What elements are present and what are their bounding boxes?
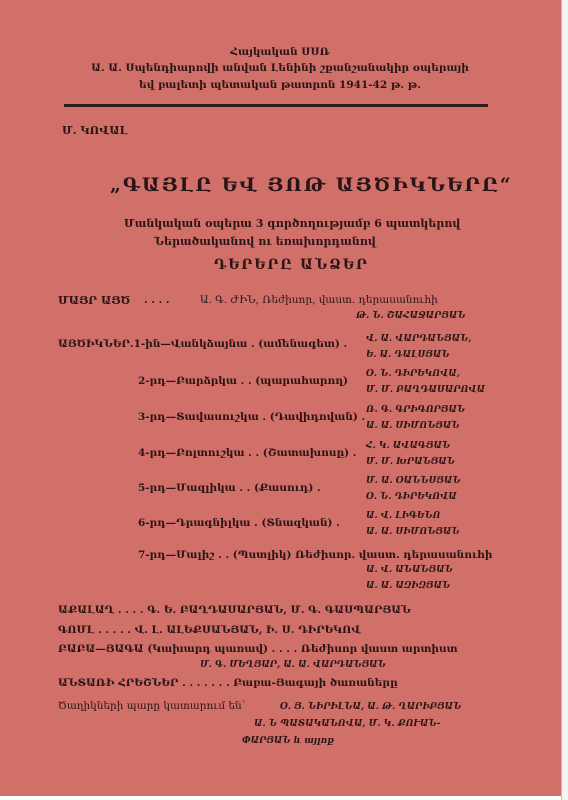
actor-mother-2: Թ. Ն. ՇԱՀԱՋԱՐՅԱՆ [356,311,466,321]
header-line-2: Ա. Ա. Սպենդիարովի անվան Լենինի շքանշանակիր օպերայի [91,62,469,74]
role-kid-1: ԱՅԾԻԿՆԵՐ.1-ին—Վանկձայնա . (ամենագետ) . [58,338,348,350]
header-line-3: եվ բալետի պետական թատրոն 1941-42 թ. թ. [139,79,421,91]
actor-kid-5a: Մ. Ա. ՕԱՆՆՍՅԱՆ [366,476,461,486]
role-kid-3: 3-րդ—Տավասուշկա . (Դավիդովան) . [138,411,366,423]
actor-kid-2b: Մ. Մ. ԲԱՂԴԱՍԱՐՈՎԱ [366,385,486,395]
opera-title: „ԳԱՅԼԸ ԵՎ ՅՈԹ ԱՅԾԻԿՆԵՐԸ“ [110,174,513,196]
subtitle-2: Ներածականով ու եռախորդանով [154,235,376,248]
role-mother: ՄԱՅՐ ԱՅԾ [58,294,131,307]
page-edge [561,0,568,800]
role-kid-7: 7-րդ—Մալիշ . . (Պստլիկ) Ռեժիսոր. վաստ. դերասանուհի [138,549,493,561]
actor-kid-5b: Օ. Ն. ԴԻՐԵԿՈՎԱ [366,492,457,502]
role-mother-dots: . . . . [144,294,170,306]
actor-kid-4b: Մ. Մ. ԽՐԱՆՅԱՆ [366,457,455,467]
actor-kid-1a: Վ. Ա. ՎԱՐԴԱՆՅԱՆ, [366,334,472,344]
composer: Մ. ԿՈՎԱԼ [62,124,128,137]
role-goat: ԳՈՄԼ . . . . . Վ. Լ. ԱԼԵՔՍԱՆՅԱՆ, Ի. Ս. ԴԻՐԵԿՈՎ [58,624,361,636]
dance-performers-3: ՓԱՐՅԱՆ և այլոք [242,736,334,746]
actor-kid-7a: Ա. Վ. ԱՆԱՆՅԱՆ [366,565,453,575]
role-forest-monsters: ԱՆՏԱՌԻ ՀՐԵՇՆԵՐ . . . . . . . Բաբա-Յագայի ծառաները [58,677,398,689]
cast-heading: ԴԵՐԵՐԸ ԱՆՁԵՐ [214,257,369,273]
role-grandma: ԲԱԲԱ—ՅԱԳԱ (Կախարդ պառավ) . . . . Ռեժիսոր վաստ արտիստ [58,643,458,655]
actor-kid-3b: Ա. Ա. ՍԻՄՈՆՅԱՆ [366,421,460,431]
actor-mother: Ա. Գ. ԺԻՆ, Ռեժիսոր, վաստ. դերասանուհի [200,294,438,306]
actor-kid-1b: Ե. Ա. ԴԱԼՍՅԱՆ [366,350,450,360]
role-rooster: ԱՔԱԼԱՂ . . . . Գ. Ե. ԲԱՂԴԱՍԱՐՅԱՆ, Մ. Գ. ԳԱՍՊԱՐՅԱՆ [58,604,411,616]
role-kid-4: 4-րդ—Բոլտուշկա . . (Շատախոսը) . [138,447,357,459]
actor-grandma: Մ. Գ. ՄԵՂՅԱՐ, Ա. Ա. ՎԱՐԴԱՆՅԱՆ [200,660,386,670]
actor-kid-6a: Ա. Վ. ԼԻԳԵՆՈ [366,511,441,521]
role-kid-5: 5-րդ—Մազլիկա . . (Քասուդ) . [138,482,321,494]
dance-label: Ծաղիկների պարը կատարում են՝ [58,700,246,712]
actor-kid-2a: Օ. Ն. ԴԻՐԵԿՈՎԱ, [366,369,460,379]
actor-kid-7b: Ա. Ա. ԱԶԻԶՅԱՆ [366,581,451,591]
actor-kid-3a: Ռ. Գ. ԳՐԻԳՈՐՅԱՆ [366,405,466,415]
dance-performers-2: Ա. Ն ՊԱՏԱԿԱՆՈՎԱ, Մ. Կ. ՔՈՒԱՆ- [254,719,441,729]
header-line-1: Հայկական ՍՍՌ [230,46,330,58]
role-kid-2: 2-րդ—Բարձրկա . . (պարահարող) [138,375,348,387]
subtitle-1: Մանկական օպերա 3 գործողությամբ 6 պատկերով [124,217,461,230]
role-kid-6: 6-րդ—Դրագնիլկա . (Տնազկան) . [138,517,340,529]
actor-kid-6b: Ա. Ա. ՍԻՄՈՆՅԱՆ [366,527,460,537]
actor-kid-4a: Հ. Կ. ԱՎԱԳՅԱՆ [366,441,451,451]
dance-performers-1: Օ. Յ. ՆԻՐԻԼՆԱ, Ա. Թ. ՂԱՐԻԲՅԱՆ [280,702,462,712]
header-rule [64,104,488,107]
